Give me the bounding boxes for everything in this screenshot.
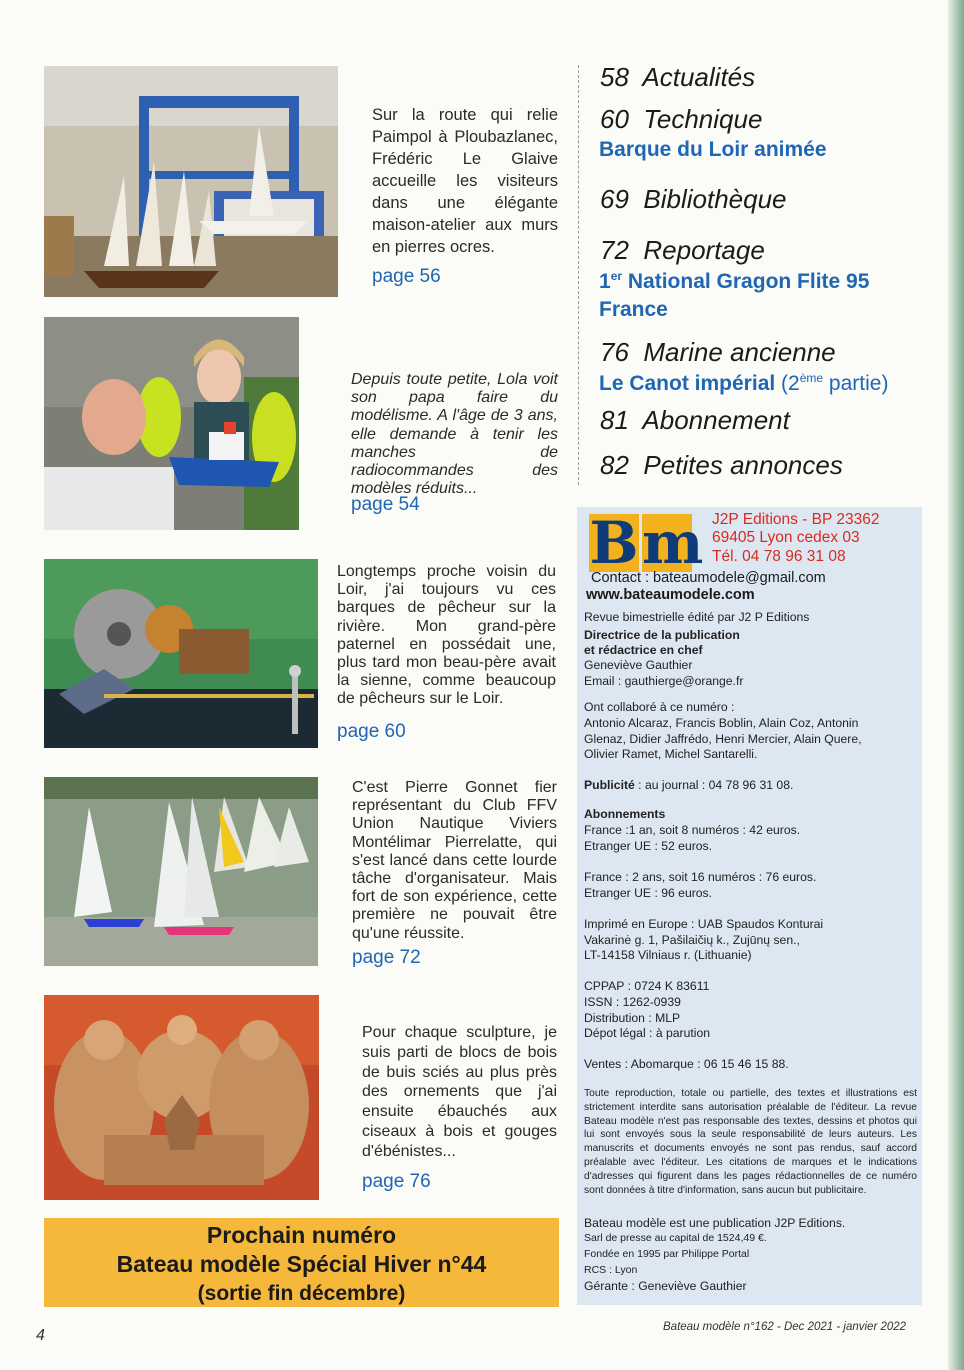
toc-title: Reportage [643, 235, 765, 265]
subscription-4: Etranger UE : 96 euros. [584, 886, 713, 900]
toc-number: 58 [600, 62, 629, 92]
toc-item-bibliotheque[interactable] [600, 184, 787, 215]
subscription-1: France :1 an, soit 8 numéros : 42 euros. [584, 823, 801, 837]
publication-frequency: Revue bimestrielle édité par J2 P Editions [584, 610, 810, 624]
sales-line: Ventes : Abomarque : 06 15 46 15 88. [584, 1057, 789, 1071]
photo-wood-sculpture [44, 995, 319, 1200]
toc-number: 82 [600, 450, 629, 480]
toc-title: Abonnement [642, 405, 790, 435]
rcs-line: RCS : Lyon [584, 1264, 638, 1276]
director-name: Geneviève Gauthier [584, 658, 693, 672]
next-issue-release: (sortie fin décembre) [197, 1282, 406, 1305]
contributors-label: Ont collaboré à ce numéro : [584, 700, 735, 714]
director-label: Directrice de la publication [584, 628, 740, 642]
toc-item-abonnement[interactable] [600, 405, 790, 436]
next-issue-heading: Prochain numéro [206, 1222, 397, 1248]
founded-line: Fondée en 1995 par Philippe Portal [584, 1248, 750, 1260]
photo-rc-sailboats [44, 777, 318, 966]
logo-letter-b: B [589, 509, 639, 577]
toc-title: Technique [643, 104, 763, 134]
contributors-line-3: Olivier Ramet, Michel Santarelli. [584, 747, 758, 761]
manager-line: Gérante : Geneviève Gauthier [584, 1279, 747, 1293]
toc-title: Actualités [642, 62, 756, 92]
toc-item-marine-ancienne[interactable] [600, 337, 836, 368]
toc-title: Marine ancienne [643, 337, 836, 367]
advertising-line: Publicité : au journal : 04 78 96 31 08. [584, 778, 794, 792]
contact-email[interactable]: Contact : bateaumodele@gmail.com [591, 570, 826, 586]
address-line-1: J2P Editions - BP 23362 [712, 511, 880, 528]
article-caption-1: Sur la route qui relie Paimpol à Ploubazlanec, Frédéric Le Glaive accueille les visiteurs dans une élégante maison-atelier aux murs en pierres ocres. [372, 106, 558, 256]
printer-line-1: Imprimé en Europe : UAB Spaudos Konturai [584, 917, 824, 931]
subscription-3: France : 2 ans, soit 16 numéros : 76 euros. [584, 870, 817, 884]
legal-notice: Toute reproduction, totale ou partielle, des textes et illustrations est strictement interdite sans autorisation préalable de l'éditeur. La revue Bateau modèle n'est pas responsable des textes, dessins et photos qui lui sont envoyés sous la seule responsabilité de leurs auteurs. Les manuscrits et documents envoyés ne sont pas rendus, sauf accord préalable avec l'éditeur. Les citations de marques et le indications d'adresses qui figurent dans les pages rédactionnelles de ce numéro sont données à titre d'information, sans aucun but publicitaire. [584, 1088, 917, 1196]
next-issue-banner [44, 1218, 559, 1307]
photo-workshop-boats [44, 66, 338, 297]
toc-item-technique[interactable] [600, 104, 762, 135]
article-caption-2: Depuis toute petite, Lola voit son papa faire du modélisme. A l'âge de 3 ans, elle demande à tenir les manches de radiocommandes des modèles réduits... [351, 371, 558, 498]
legal-deposit-line: Dépot légal : à parution [584, 1026, 711, 1040]
article-link-5[interactable]: page 76 [362, 1171, 431, 1192]
contributors-line-2: Glenaz, Didier Jaffrédo, Henri Mercier, Alain Quere, [584, 732, 862, 746]
subscriptions-label: Abonnements [584, 807, 666, 821]
article-link-2[interactable]: page 54 [351, 494, 420, 515]
page-edge [948, 0, 964, 1370]
website-link[interactable]: www.bateaumodele.com [586, 587, 755, 603]
issue-footer: Bateau modèle n°162 - Dec 2021 - janvier 2022 [663, 1321, 907, 1333]
article-link-4[interactable]: page 72 [352, 947, 421, 968]
toc-subtitle-technique[interactable]: Barque du Loir animée [599, 138, 827, 161]
article-caption-4: C'est Pierre Gonnet fier représentant du Club FFV Union Nautique Viviers Montélimar Pierrelatte, qui s'est lancé dans cette lourde tâche d'organisateur. Mais fort de son expérience, cette première ne pouvait être qu'une réussite. [352, 779, 557, 942]
page-number: 4 [36, 1327, 45, 1344]
toc-number: 60 [600, 104, 629, 134]
article-link-1[interactable]: page 56 [372, 266, 441, 287]
toc-subtitle-marine-ancienne[interactable]: Le Canot impérial (2ème partie) [599, 371, 889, 395]
article-caption-3: Longtemps proche voisin du Loir, j'ai toujours vu ces barques de pêcheur sur la rivière. Mon grand-père paternel en possédait une, plus tard mon beau-père avait la sienne, comme beaucoup de pêcheurs sur le Loir. [337, 563, 556, 708]
toc-item-reportage[interactable] [600, 235, 765, 266]
publisher-info-box [577, 507, 922, 1305]
article-caption-5: Pour chaque sculpture, je suis parti de blocs de bois de buis sciés au plus près des ornements que j'ai ensuite ébauchés aux ciseaux à bois et gouges d'ébénistes... [362, 1024, 557, 1160]
capital-line: Sarl de presse au capital de 1524,49 €. [584, 1232, 767, 1244]
photo-mechanism [44, 559, 318, 748]
toc-number: 72 [600, 235, 629, 265]
address-line-2: 69405 Lyon cedex 03 [712, 529, 860, 546]
toc-title: Bibliothèque [643, 184, 787, 214]
toc-title: Petites annonces [643, 450, 843, 480]
toc-number: 81 [600, 405, 629, 435]
next-issue-title: Bateau modèle Spécial Hiver n°44 [116, 1251, 487, 1277]
toc-divider [578, 65, 579, 485]
article-link-3[interactable]: page 60 [337, 721, 406, 742]
logo-letter-m: m [642, 509, 704, 577]
printer-line-3: LT-14158 Vilniaus r. (Lithuanie) [584, 948, 752, 962]
toc-item-petites-annonces[interactable] [600, 450, 843, 481]
address-line-3: Tél. 04 78 96 31 08 [712, 548, 846, 565]
toc-number: 76 [600, 337, 629, 367]
contributors-line-1: Antonio Alcaraz, Francis Boblin, Alain Coz, Antonin [584, 716, 859, 730]
toc-subtitle-reportage-2[interactable]: France [599, 298, 668, 321]
printer-line-2: Vakarinė g. 1, Pašilaičių k., Zujūnų sen., [584, 933, 800, 947]
editor-label: et rédactrice en chef [584, 643, 703, 657]
publisher-statement: Bateau modèle est une publication J2P Editions. [584, 1216, 846, 1230]
distribution-line: Distribution : MLP [584, 1011, 681, 1025]
toc-item-actualites[interactable] [600, 62, 755, 93]
toc-subtitle-reportage[interactable]: 1er National Gragon Flite 95 [599, 269, 870, 293]
cppap-line: CPPAP : 0724 K 83611 [584, 979, 710, 993]
issn-line: ISSN : 1262-0939 [584, 995, 681, 1009]
toc-number: 69 [600, 184, 629, 214]
subscription-2: Etranger UE : 52 euros. [584, 839, 713, 853]
photo-lola-and-father [44, 317, 299, 530]
director-email: Email : gauthierge@orange.fr [584, 674, 744, 688]
